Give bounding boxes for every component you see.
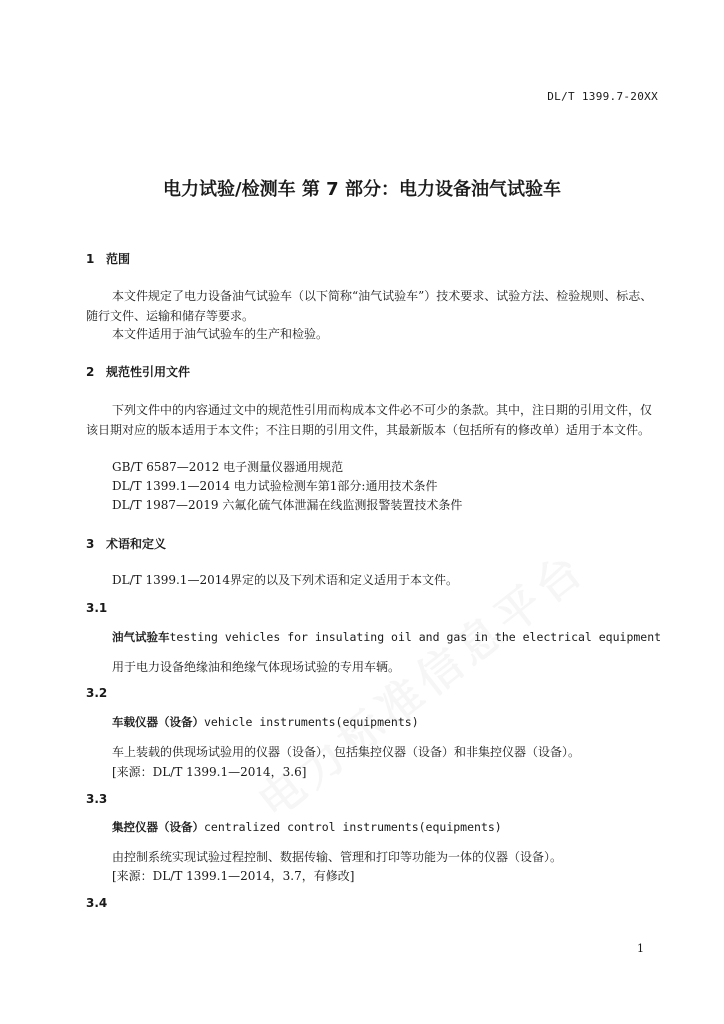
term-english: vehicle instruments(equipments) — [204, 715, 419, 729]
section-1-heading — [86, 250, 130, 267]
term-entry — [112, 819, 502, 835]
clause-number: 3.2 — [86, 686, 108, 700]
term-entry — [112, 714, 419, 730]
section-number: 1 — [86, 252, 95, 266]
scope-paragraph-2: 本文件适用于油气试验车的生产和检验。 — [112, 327, 329, 341]
scope-paragraph-1: 本文件规定了电力设备油气试验车（以下简称“油气试验车”）技术要求、试验方法、检验规则、标志、随行文件、运输和储存等要求。 — [86, 289, 653, 323]
section-2-heading — [86, 363, 190, 380]
normative-refs-paragraph: 下列文件中的内容通过文中的规范性引用而构成本文件必不可少的条款。其中，注日期的引用文件，仅该日期对应的版本适用于本文件；不注日期的引用文件，其最新版本（包括所有的修改单）适用于本文件。 — [86, 403, 653, 437]
term-chinese: 集控仪器（设备） — [112, 820, 204, 834]
section-title: 规范性引用文件 — [106, 365, 191, 379]
term-definition: 车上装载的供现场试验用的仪器（设备），包括集控仪器（设备）和非集控仪器（设备）。 — [112, 745, 581, 759]
terms-intro: DL/T 1399.1—2014界定的以及下列术语和定义适用于本文件。 — [112, 573, 458, 587]
term-source: [来源：DL/T 1399.1—2014，3.6] — [112, 765, 307, 779]
term-definition: 由控制系统实现试验过程控制、数据传输、管理和打印等功能为一体的仪器（设备）。 — [112, 850, 563, 864]
clause-number: 3.4 — [86, 896, 108, 910]
reference-item: DL/T 1399.1—2014 电力试验检测车第1部分:通用技术条件 — [112, 479, 438, 493]
term-chinese: 油气试验车 — [112, 630, 170, 644]
term-chinese: 车载仪器（设备） — [112, 715, 204, 729]
term-english: centralized control instruments(equipments) — [204, 820, 502, 834]
document-id: DL/T 1399.7-20XX — [547, 90, 658, 103]
term-source: [来源：DL/T 1399.1—2014，3.7，有修改] — [112, 869, 355, 883]
page-number: 1 — [637, 942, 644, 955]
term-english: testing vehicles for insulating oil and gas in the electrical equipment — [169, 630, 662, 644]
section-3-heading — [86, 535, 166, 552]
clause-number: 3.3 — [86, 792, 108, 806]
document-title: 电力试验/检测车 第 7 部分：电力设备油气试验车 — [163, 179, 561, 200]
clause-number: 3.1 — [86, 601, 108, 615]
section-title: 范围 — [106, 252, 131, 266]
term-definition: 用于电力设备绝缘油和绝缘气体现场试验的专用车辆。 — [112, 660, 401, 674]
reference-item: DL/T 1987—2019 六氟化硫气体泄漏在线监测报警装置技术条件 — [112, 498, 463, 512]
section-number: 2 — [86, 365, 95, 379]
section-title: 术语和定义 — [106, 537, 167, 551]
section-number: 3 — [86, 537, 95, 551]
term-entry — [112, 629, 661, 645]
reference-item: GB/T 6587—2012 电子测量仪器通用规范 — [112, 460, 344, 474]
